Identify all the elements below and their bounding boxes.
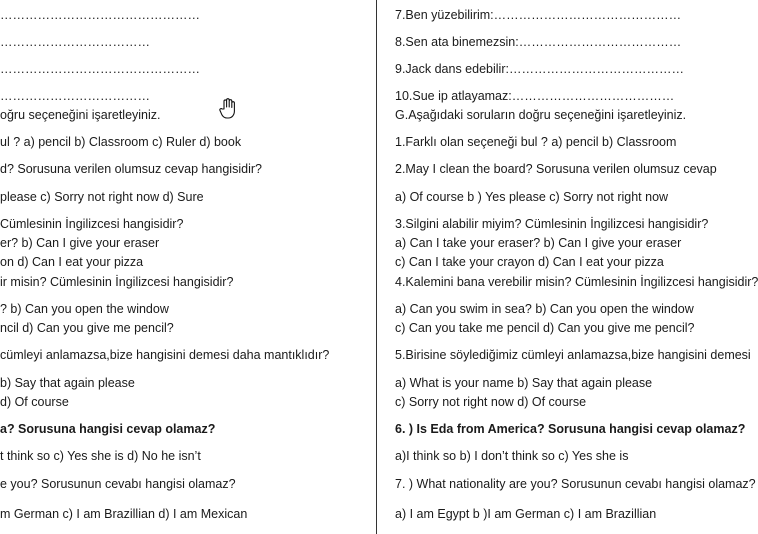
answer-blank-line: ………………………………………… — [0, 62, 200, 76]
question-text: 7. ) What nationality are you? Sorusunun cevabı hangisi olamaz? — [395, 477, 756, 491]
question-text: a? Sorusuna hangisi cevap olamaz? — [0, 422, 216, 436]
fill-in-question: 9.Jack dans edebilir:…………………………………… — [395, 62, 684, 76]
left-page — [0, 0, 376, 534]
question-options: b) Say that again please — [0, 376, 135, 390]
answer-blank-line: ………………………………………… — [0, 8, 200, 22]
question-options: c) Can you take me pencil d) Can you give me pencil? — [395, 321, 695, 335]
answer-blank-line: ……………………………… — [0, 89, 150, 103]
question-options: a) Of course b ) Yes please c) Sorry not right now — [395, 190, 669, 204]
question-text: cümleyi anlamazsa,bize hangisini demesi daha mantıklıdır? — [0, 348, 330, 362]
question-options: a) Can I take your eraser? b) Can I give your eraser — [395, 236, 682, 250]
question-options: ncil d) Can you give me pencil? — [0, 321, 174, 335]
page-divider — [376, 0, 377, 534]
question-options: a) What is your name b) Say that again please — [395, 376, 653, 390]
question-text: 1.Farklı olan seçeneği bul ? a) pencil b) Classroom — [395, 135, 677, 149]
question-text: 5.Birisine söylediğimiz cümleyi anlamazsa,bize hangisini demesi — [395, 348, 751, 362]
question-options: a) I am Egypt b )I am German c) I am Brazillian — [395, 507, 657, 521]
question-options: a)I think so b) I don’t think so c) Yes she is — [395, 449, 629, 463]
question-text: d? Sorusuna verilen olumsuz cevap hangisidir? — [0, 162, 262, 176]
fill-in-question: 7.Ben yüzebilirim:……………………………………… — [395, 8, 682, 22]
question-text: 6. ) Is Eda from America? Sorusuna hangisi cevap olamaz? — [395, 422, 746, 436]
question-text: Cümlesinin İngilizcesi hangisidir? — [0, 217, 184, 231]
section-instruction: G.Aşağıdaki soruların doğru seçeneğini işaretleyiniz. — [395, 108, 687, 122]
section-instruction: oğru seçeneğini işaretleyiniz. — [0, 108, 161, 122]
question-options: c) Can I take your crayon d) Can I eat your pizza — [395, 255, 664, 269]
question-options: on d) Can I eat your pizza — [0, 255, 144, 269]
question-options: a) Can you swim in sea? b) Can you open the window — [395, 302, 694, 316]
question-options: c) Sorry not right now d) Of course — [395, 395, 587, 409]
fill-in-question: 10.Sue ip atlayamaz:………………………………… — [395, 89, 675, 103]
right-page — [378, 0, 758, 534]
question-text: 2.May I clean the board? Sorusuna verilen olumsuz cevap — [395, 162, 717, 176]
question-options: ? b) Can you open the window — [0, 302, 169, 316]
question-options: ul ? a) pencil b) Classroom c) Ruler d) book — [0, 135, 242, 149]
question-options: er? b) Can I give your eraser — [0, 236, 160, 250]
question-options: d) Of course — [0, 395, 69, 409]
question-options: m German c) I am Brazillian d) I am Mexican — [0, 507, 248, 521]
answer-blank-line: ……………………………… — [0, 35, 150, 49]
hand-cursor-icon — [218, 98, 238, 120]
question-text: 3.Silgini alabilir miyim? Cümlesinin İngilizcesi hangisidir? — [395, 217, 709, 231]
question-text: e you? Sorusunun cevabı hangisi olamaz? — [0, 477, 236, 491]
question-options: t think so c) Yes she is d) No he isn’t — [0, 449, 201, 463]
question-text: 4.Kalemini bana verebilir misin? Cümlesinin İngilizcesi hangisidir? — [395, 275, 758, 289]
question-text: ir misin? Cümlesinin İngilizcesi hangisidir? — [0, 275, 234, 289]
question-options: please c) Sorry not right now d) Sure — [0, 190, 204, 204]
fill-in-question: 8.Sen ata binemezsin:………………………………… — [395, 35, 682, 49]
